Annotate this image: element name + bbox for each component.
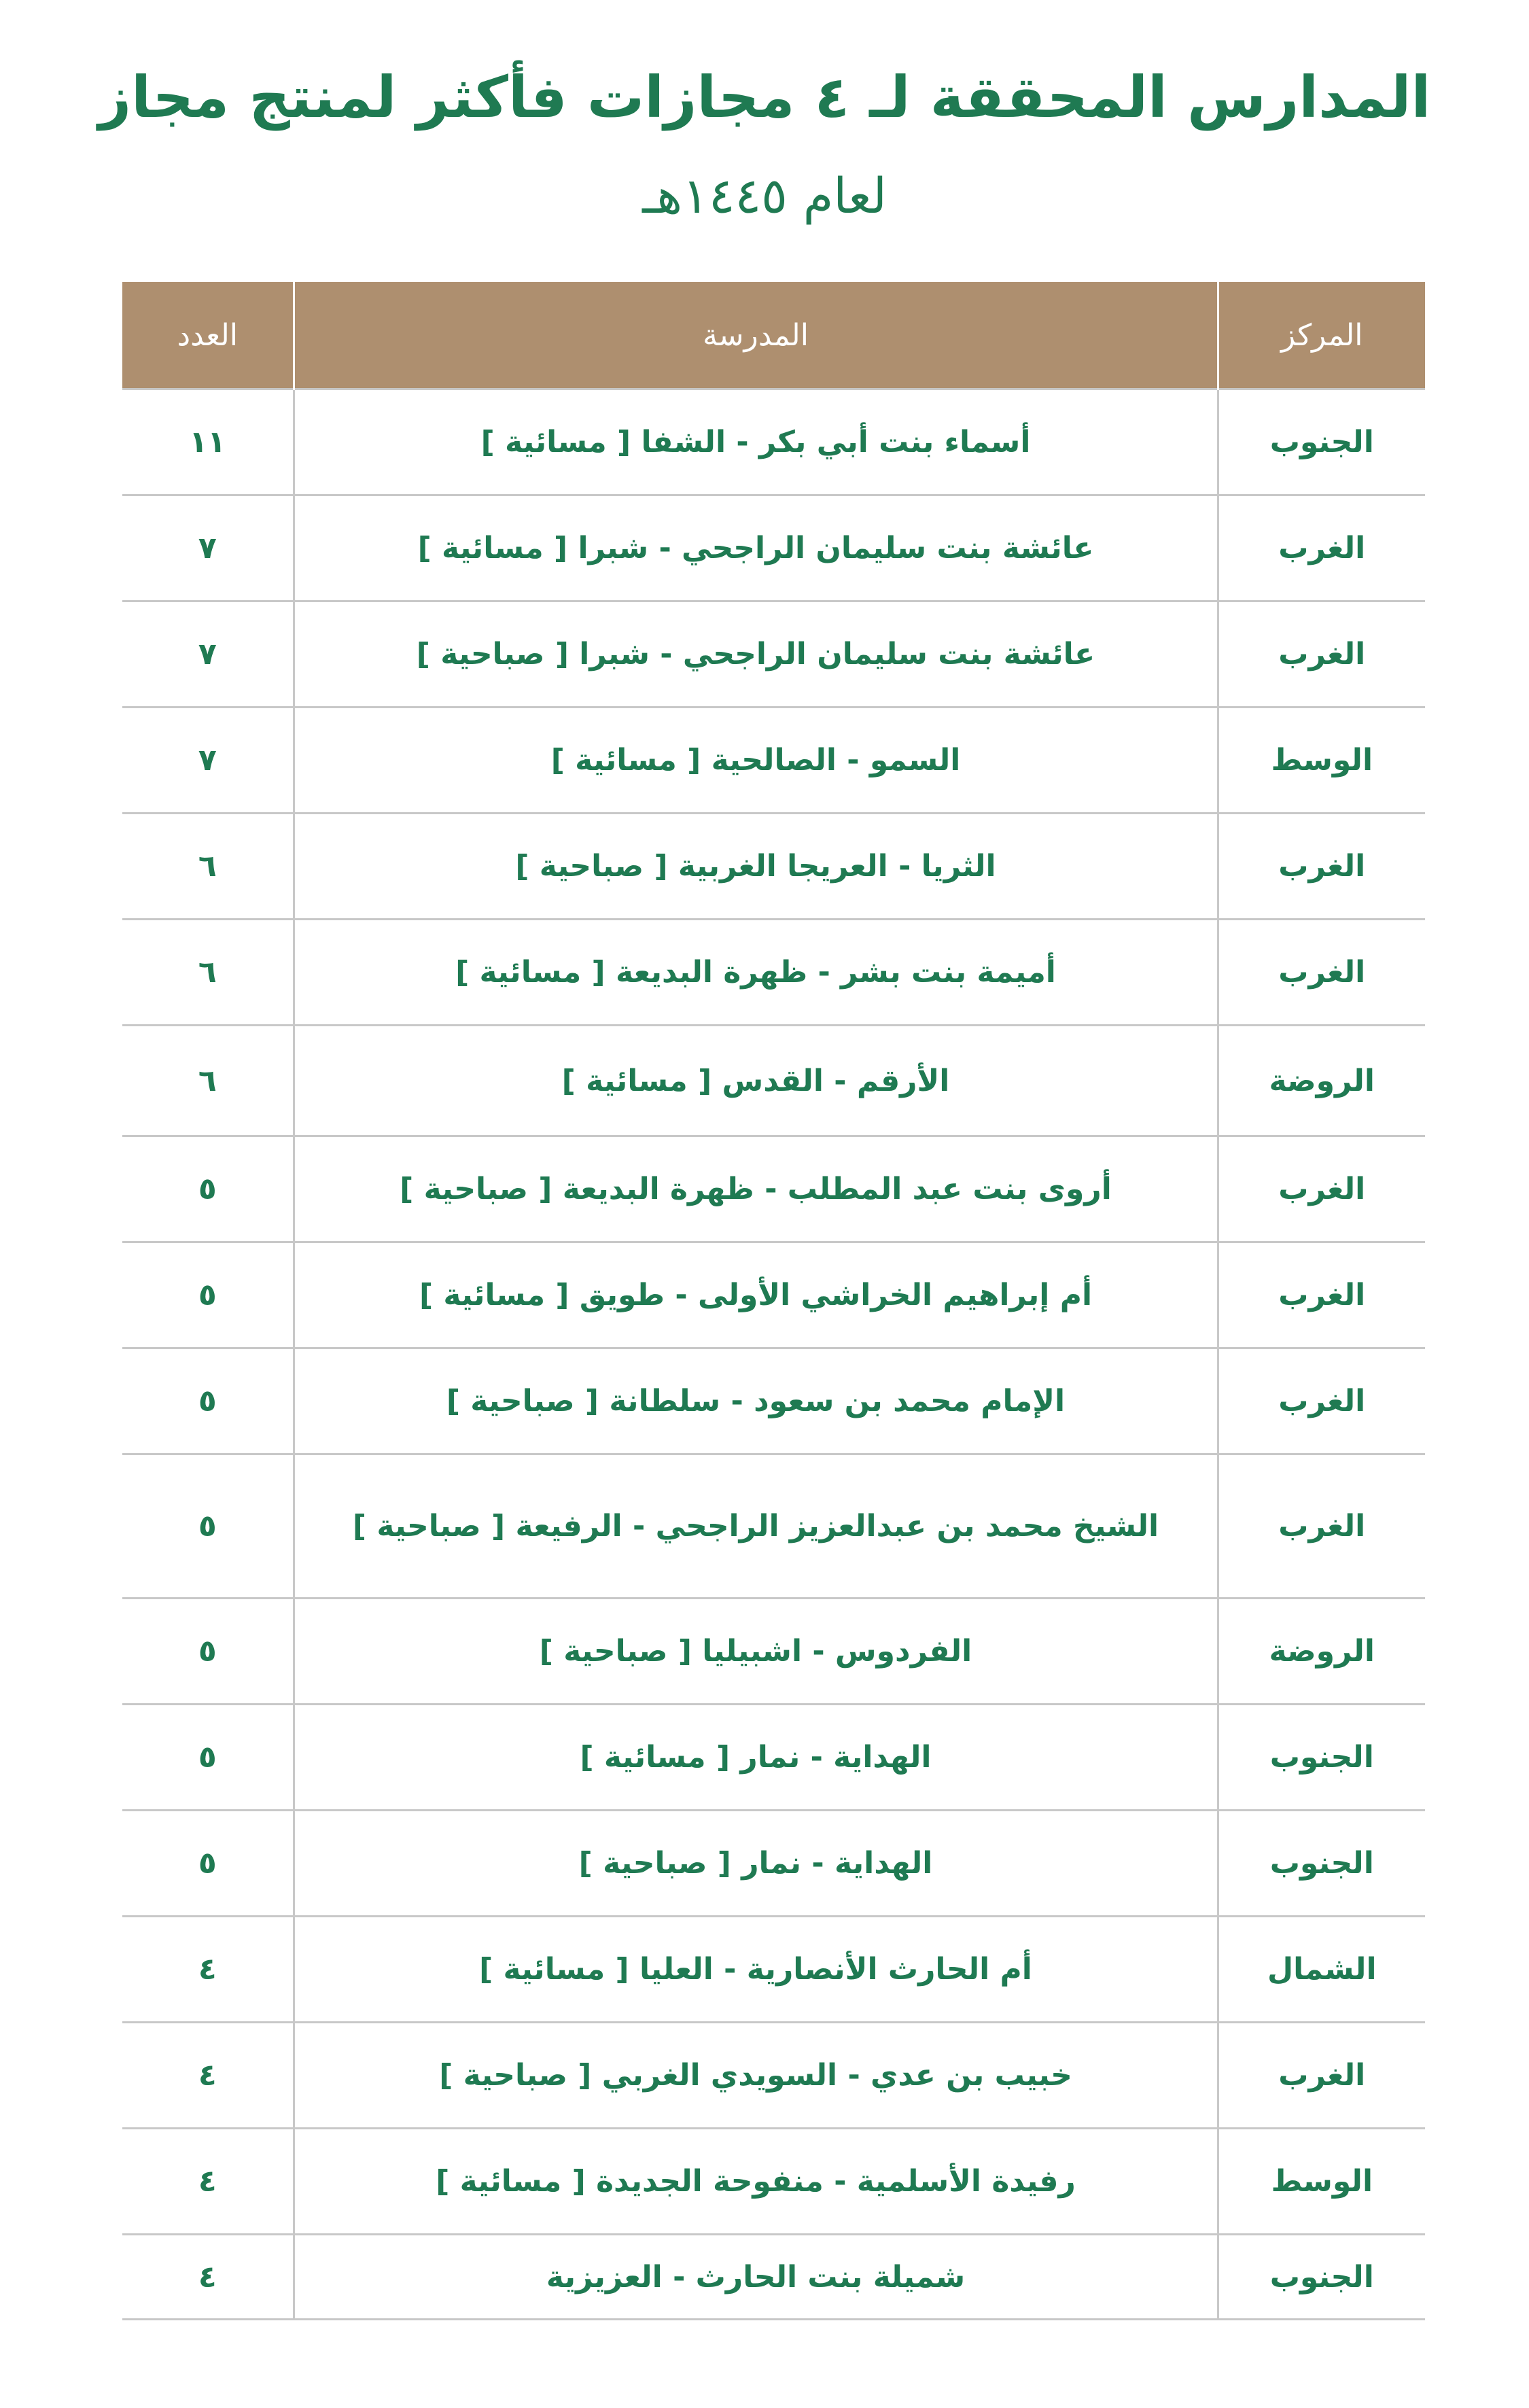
center-cell: الروضة [1218,1599,1425,1705]
center-cell: الجنوب [1218,389,1425,495]
center-cell: الغرب [1218,495,1425,601]
count-cell: ٥ [122,1136,294,1242]
table-header [122,282,1425,389]
table-row [122,1599,1425,1705]
school-cell: الهداية - نمار [ مسائية ] [294,1705,1218,1811]
count-cell: ٥ [122,1348,294,1454]
table-row [122,389,1425,495]
count-cell: ٦ [122,1026,294,1136]
header-center: المركز [1218,282,1425,389]
school-cell: أروى بنت عبد المطلب - ظهرة البديعة [ صباحية ] [294,1136,1218,1242]
count-cell: ٥ [122,1599,294,1705]
count-cell: ٤ [122,2235,294,2320]
count-cell: ٥ [122,1454,294,1599]
school-cell: أسماء بنت أبي بكر - الشفا [ مسائية ] [294,389,1218,495]
school-cell: عائشة بنت سليمان الراجحي - شبرا [ صباحية ] [294,601,1218,708]
count-cell: ٧ [122,495,294,601]
header-count: العدد [122,282,294,389]
page-title: المدارس المحققة لـ ٤ مجازات فأكثر لمنتج مجاز [98,64,1431,130]
count-cell: ١١ [122,389,294,495]
school-cell: الفردوس - اشبيليا [ صباحية ] [294,1599,1218,1705]
table-row [122,2235,1425,2320]
table-header-row [122,282,1425,389]
center-cell: الغرب [1218,601,1425,708]
table-row [122,495,1425,601]
center-cell: الوسط [1218,2129,1425,2235]
count-cell: ٥ [122,1242,294,1348]
center-cell: الوسط [1218,708,1425,814]
table-row [122,1454,1425,1599]
school-cell: أم إبراهيم الخراشي الأولى - طويق [ مسائية ] [294,1242,1218,1348]
school-cell: عائشة بنت سليمان الراجحي - شبرا [ مسائية ] [294,495,1218,601]
center-cell: الغرب [1218,814,1425,920]
school-cell: أم الحارث الأنصارية - العليا [ مسائية ] [294,1917,1218,2023]
schools-table [122,282,1425,2320]
center-cell: الجنوب [1218,1705,1425,1811]
school-cell: الهداية - نمار [ صباحية ] [294,1811,1218,1917]
table-row [122,1136,1425,1242]
school-cell: أميمة بنت بشر - ظهرة البديعة [ مسائية ] [294,920,1218,1026]
table-row [122,1242,1425,1348]
center-cell: الغرب [1218,2023,1425,2129]
table-row [122,1811,1425,1917]
school-cell: السمو - الصالحية [ مسائية ] [294,708,1218,814]
school-cell: الثريا - العريجا الغربية [ صباحية ] [294,814,1218,920]
table-row [122,1917,1425,2023]
header-school: المدرسة [294,282,1218,389]
count-cell: ٧ [122,708,294,814]
school-cell: شميلة بنت الحارث - العزيزية [294,2235,1218,2320]
school-cell: رفيدة الأسلمية - منفوحة الجديدة [ مسائية ] [294,2129,1218,2235]
table-row [122,920,1425,1026]
count-cell: ٤ [122,2023,294,2129]
table-row [122,1026,1425,1136]
school-cell: خبيب بن عدي - السويدي الغربي [ صباحية ] [294,2023,1218,2129]
count-cell: ٤ [122,2129,294,2235]
center-cell: الغرب [1218,1136,1425,1242]
center-cell: الجنوب [1218,2235,1425,2320]
table-row [122,814,1425,920]
page-subtitle: لعام ١٤٤٥هـ [642,167,887,224]
table-row [122,1348,1425,1454]
table-row [122,2023,1425,2129]
count-cell: ٧ [122,601,294,708]
center-cell: الجنوب [1218,1811,1425,1917]
table-row [122,708,1425,814]
center-cell: الروضة [1218,1026,1425,1136]
table-body [122,389,1425,2320]
center-cell: الغرب [1218,1242,1425,1348]
center-cell: الشمال [1218,1917,1425,2023]
center-cell: الغرب [1218,1454,1425,1599]
count-cell: ٤ [122,1917,294,2023]
count-cell: ٦ [122,814,294,920]
school-cell: الأرقم - القدس [ مسائية ] [294,1026,1218,1136]
center-cell: الغرب [1218,920,1425,1026]
table-row [122,1705,1425,1811]
table-row [122,601,1425,708]
count-cell: ٥ [122,1705,294,1811]
center-cell: الغرب [1218,1348,1425,1454]
school-cell: الشيخ محمد بن عبدالعزيز الراجحي - الرفيعة [ صباحية ] [294,1454,1218,1599]
count-cell: ٥ [122,1811,294,1917]
table-row [122,2129,1425,2235]
count-cell: ٦ [122,920,294,1026]
school-cell: الإمام محمد بن سعود - سلطانة [ صباحية ] [294,1348,1218,1454]
